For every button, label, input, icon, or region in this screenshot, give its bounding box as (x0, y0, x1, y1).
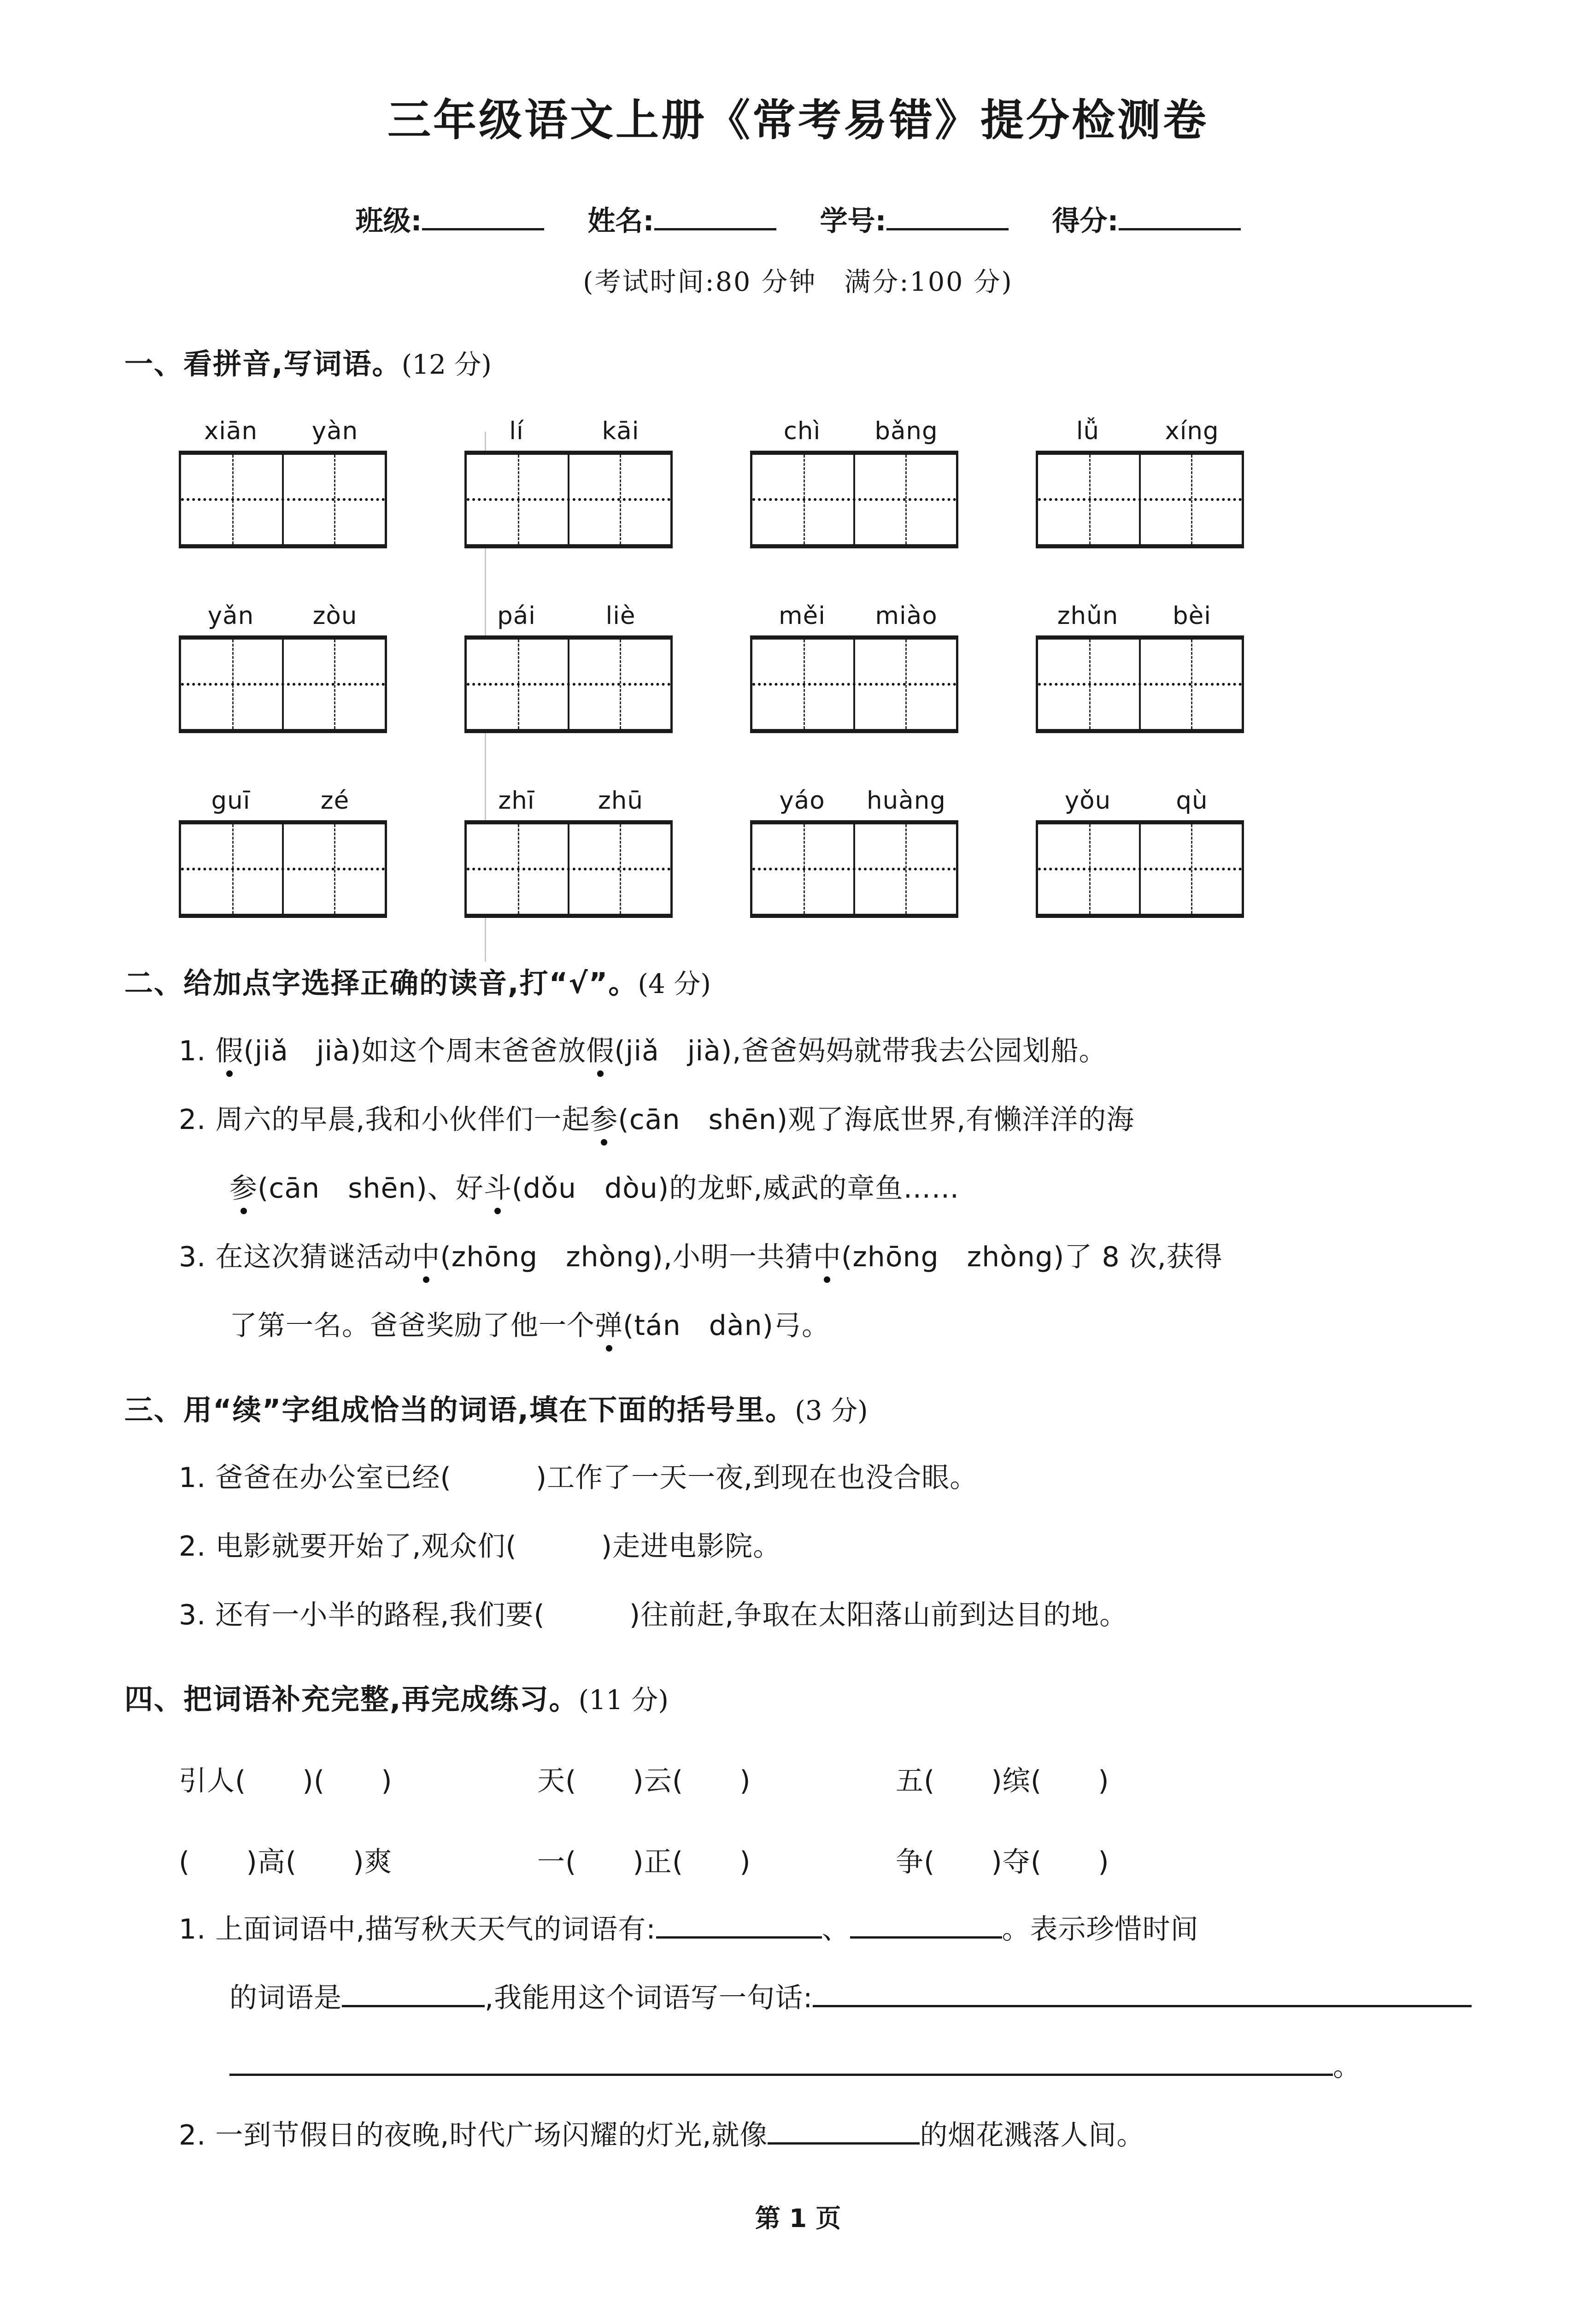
word-completion-row (124, 1759, 1472, 1799)
word-group (179, 417, 387, 548)
pinyin-grid-row (124, 787, 1472, 918)
section-1-heading-text: 一、看拼音,写词语。 (124, 347, 402, 381)
word-group (750, 787, 958, 918)
grid-dashed-guide (467, 868, 670, 870)
word-completion-item: 一( )正( ) (537, 1846, 751, 1878)
text-run: 的词语是 (229, 1982, 342, 2014)
pinyin-label (750, 787, 958, 815)
pinyin-syllable: zé (320, 787, 350, 815)
text-run: (jiǎ jià),爸爸妈妈就带我去公园划船。 (614, 1035, 1107, 1067)
writing-grid (750, 635, 958, 733)
text-run: 。 (1333, 2051, 1361, 2083)
pinyin-syllable: xiān (204, 417, 258, 445)
grid-dashed-guide (1038, 683, 1242, 686)
section-3-heading-text: 三、用“续”字组成恰当的词语,填在下面的括号里。 (124, 1393, 795, 1427)
pinyin-syllable: yáo (779, 787, 825, 815)
student-info-row (124, 199, 1472, 239)
question-item (124, 1239, 1472, 1276)
word-group (464, 787, 673, 918)
writing-grid (750, 451, 958, 548)
question-item (124, 2048, 1472, 2086)
pinyin-syllable: lǚ (1076, 417, 1100, 445)
word-completion-row (124, 1840, 1472, 1880)
writing-grid (1036, 820, 1244, 918)
pinyin-syllable: xíng (1165, 417, 1219, 445)
pinyin-syllable: bǎng (874, 417, 938, 445)
student-number-field (820, 199, 1009, 239)
class-field-label: 班级: (355, 205, 422, 237)
pinyin-syllable: lí (509, 417, 524, 445)
word-completion-item: 五( )缤( ) (896, 1765, 1109, 1797)
grid-dashed-guide (752, 683, 956, 686)
section-1-score: (12 分) (401, 349, 492, 380)
question-item (124, 1101, 1472, 1139)
writing-grid (1036, 635, 1244, 733)
word-group (464, 602, 673, 733)
section-4-heading (124, 1676, 1472, 1717)
grid-dashed-guide (181, 498, 385, 501)
word-group (1036, 602, 1244, 733)
pinyin-label (179, 602, 387, 630)
section-3-items (124, 1459, 1472, 1634)
emphasized-char: 中 (813, 1239, 841, 1276)
emphasized-char: 斗 (484, 1170, 512, 1207)
text-run: (zhōng zhòng),小明一共猜 (440, 1241, 813, 1273)
pinyin-label (179, 417, 387, 445)
page-title: 三年级语文上册《常考易错》提分检测卷 (387, 95, 1209, 146)
text-run: (zhōng zhòng)了 8 次,获得 (841, 1241, 1223, 1273)
section-2-items (124, 1033, 1472, 1345)
writing-grid (179, 451, 387, 548)
word-completion-item: 天( )云( ) (537, 1765, 751, 1797)
pinyin-writing-area (124, 417, 1472, 918)
writing-grid (179, 635, 387, 733)
pinyin-label (464, 417, 673, 445)
grid-dashed-guide (1038, 868, 1242, 870)
pinyin-syllable: yǎn (207, 602, 254, 630)
pinyin-label (1036, 602, 1244, 630)
text-run: (cān shēn)观了海底世界,有懒洋洋的海 (618, 1104, 1135, 1136)
text-run: 的烟花溅落人间。 (920, 2119, 1145, 2151)
text-run: 。表示珍惜时间 (1002, 1913, 1199, 1945)
section-2-score: (4 分) (638, 968, 711, 999)
score-field-blank (1119, 203, 1241, 230)
pinyin-syllable: kāi (602, 417, 640, 445)
pinyin-grid-row (124, 602, 1472, 733)
pinyin-syllable: zòu (312, 602, 358, 630)
pinyin-label (1036, 417, 1244, 445)
section-3-score: (3 分) (795, 1395, 868, 1426)
emphasized-char: 假 (215, 1033, 243, 1070)
text-run: (jiǎ jià)如这个周末爸爸放 (243, 1035, 587, 1067)
pinyin-syllable: zhǔn (1057, 602, 1119, 630)
emphasized-char: 假 (586, 1033, 614, 1070)
name-field (588, 199, 776, 239)
question-item (124, 1980, 1472, 2017)
word-completion-item: ( )高( )爽 (179, 1846, 393, 1878)
question-item: 1. 爸爸在办公室已经( )工作了一天一夜,到现在也没合眼。 (179, 1462, 978, 1494)
grid-dashed-guide (181, 868, 385, 870)
pinyin-syllable: liè (605, 602, 636, 630)
grid-dashed-guide (467, 498, 670, 501)
pinyin-syllable: bèi (1173, 602, 1211, 630)
answer-blank (229, 2049, 1333, 2076)
pinyin-label (750, 417, 958, 445)
word-completion-item: 引人( )( ) (179, 1765, 393, 1797)
name-field-blank (654, 203, 776, 230)
answer-blank (813, 1980, 1472, 2007)
pinyin-grid-row (124, 417, 1472, 548)
pinyin-syllable: guī (211, 787, 251, 815)
question-item (124, 1911, 1472, 1948)
section-3-heading (124, 1387, 1472, 1428)
exam-sheet (0, 85, 1596, 2234)
section-2-heading (124, 960, 1472, 1001)
writing-grid (464, 451, 673, 548)
grid-dashed-guide (752, 498, 956, 501)
writing-grid (750, 820, 958, 918)
section-1-heading (124, 341, 1472, 382)
emphasized-char: 参 (590, 1101, 618, 1139)
grid-dashed-guide (752, 868, 956, 870)
emphasized-char: 参 (229, 1170, 258, 1207)
pinyin-syllable: yǒu (1064, 787, 1111, 815)
word-group (1036, 787, 1244, 918)
text-run: (cān shēn)、好 (258, 1172, 484, 1205)
text-run: 了第一名。爸爸奖励了他一个 (229, 1310, 595, 1342)
question-item (124, 1307, 1472, 1345)
grid-dashed-guide (467, 683, 670, 686)
answer-blank (850, 1911, 1002, 1939)
grid-dashed-guide (181, 683, 385, 686)
text-run: (dǒu dòu)的龙虾,威武的章鱼…… (511, 1172, 960, 1205)
text-run: (tán dàn)弓。 (623, 1310, 830, 1342)
exam-info: (考试时间:80 分钟 满分:100 分) (583, 267, 1013, 297)
section-4-items (124, 1911, 1472, 2154)
pinyin-label (464, 602, 673, 630)
word-group (1036, 417, 1244, 548)
question-item (124, 1170, 1472, 1207)
score-field-label: 得分: (1052, 205, 1119, 237)
word-group (750, 602, 958, 733)
writing-grid (464, 820, 673, 918)
class-field (356, 199, 544, 239)
pinyin-syllable: yàn (311, 417, 358, 445)
page-number: 第 1 页 (755, 2204, 841, 2233)
text-run: 1. 上面词语中,描写秋天天气的词语有: (179, 1913, 656, 1945)
student-number-field-blank (886, 203, 1009, 230)
question-item: 3. 还有一小半的路程,我们要( )往前赶,争取在太阳落山前到达目的地。 (179, 1599, 1128, 1631)
pinyin-syllable: zhī (498, 787, 535, 815)
section-4-heading-text: 四、把词语补充完整,再完成练习。 (124, 1682, 579, 1716)
writing-grid (1036, 451, 1244, 548)
pinyin-syllable: pái (497, 602, 536, 630)
writing-grid (464, 635, 673, 733)
answer-blank (656, 1911, 822, 1939)
score-field (1052, 199, 1241, 239)
pinyin-syllable: qù (1176, 787, 1208, 815)
text-run: 3. 在这次猜谜活动 (179, 1241, 412, 1273)
section-2-heading-text: 二、给加点字选择正确的读音,打“√”。 (124, 966, 638, 1000)
text-run: ,我能用这个词语写一句话: (485, 1982, 813, 2014)
pinyin-syllable: zhū (598, 787, 643, 815)
name-field-label: 姓名: (587, 205, 654, 237)
word-group (179, 787, 387, 918)
exam-page-scan (0, 85, 1596, 2304)
answer-blank (342, 1980, 485, 2007)
question-item: 2. 电影就要开始了,观众们( )走进电影院。 (179, 1530, 781, 1563)
answer-blank (768, 2117, 920, 2145)
writing-grid (179, 820, 387, 918)
student-number-field-label: 学号: (820, 205, 886, 237)
word-group (750, 417, 958, 548)
grid-dashed-guide (1038, 498, 1242, 501)
pinyin-syllable: měi (779, 602, 826, 630)
pinyin-label (179, 787, 387, 815)
pinyin-label (750, 602, 958, 630)
text-run: 2. 周六的早晨,我和小伙伴们一起 (179, 1104, 590, 1136)
word-group (464, 417, 673, 548)
question-item (124, 1033, 1472, 1070)
word-completion-area (124, 1759, 1472, 1880)
pinyin-label (464, 787, 673, 815)
text-run: 1. (179, 1035, 216, 1067)
word-completion-item: 争( )夺( ) (896, 1846, 1109, 1878)
class-field-blank (422, 203, 544, 230)
pinyin-label (1036, 787, 1244, 815)
question-item (124, 2117, 1472, 2154)
emphasized-char: 弹 (595, 1307, 623, 1345)
text-run: 、 (821, 1913, 850, 1945)
emphasized-char: 中 (412, 1239, 440, 1276)
text-run: 2. 一到节假日的夜晚,时代广场闪耀的灯光,就像 (179, 2119, 768, 2151)
pinyin-syllable: chì (783, 417, 821, 445)
section-4-score: (11 分) (578, 1684, 669, 1716)
pinyin-syllable: huàng (867, 787, 946, 815)
pinyin-syllable: miào (875, 602, 938, 630)
word-group (179, 602, 387, 733)
